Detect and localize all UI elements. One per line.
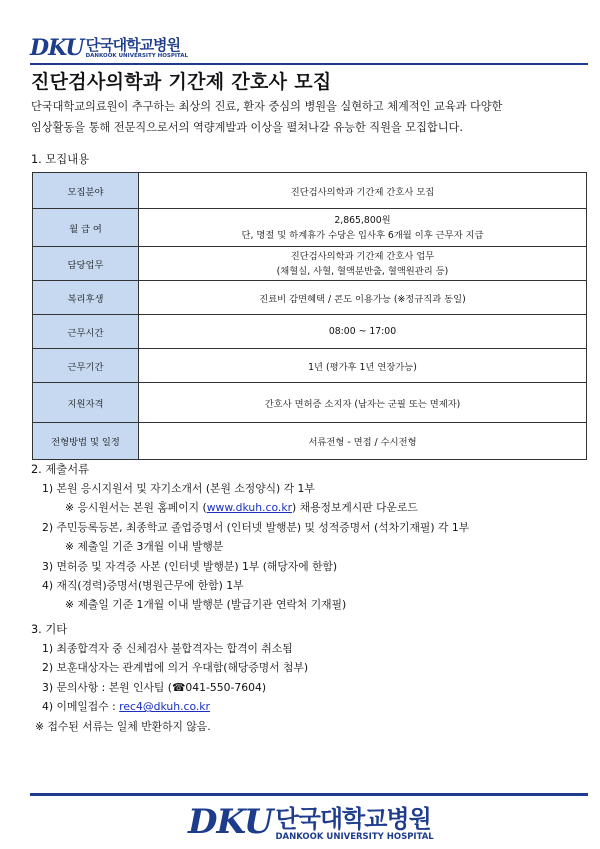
row-value-line: 간호사 면허증 소지자 (남자는 군필 또는 면제자) [264,398,461,410]
row-label: 근무시간 [33,315,139,349]
document-note: ※ 응시원서는 본원 홈페이지 (www.dkuh.co.kr) 채용정보게시판 다운로드 [65,501,418,515]
row-value [139,247,587,281]
hospital-logo-bottom [188,802,434,842]
hospital-name-en: DANKOOK UNIVERSITY HOSPITAL [275,832,434,842]
document-note: ※ 제출일 기준 1개월 이내 발행분 (발급기관 연락처 기재필) [65,598,347,612]
section-heading-other: 3. 기타 [31,623,68,636]
page-title: 진단검사의학과 기간제 간호사 모집 [31,71,332,93]
section-heading-recruitment: 1. 모집내용 [31,153,90,166]
intro-paragraph [31,96,591,138]
row-value [139,209,587,247]
row-value-line: 진단검사의학과 기간제 간호사 모집 [290,186,435,198]
hospital-name-en: DANKOOK UNIVERSITY HOSPITAL [85,53,189,59]
table-row [33,383,587,423]
email-link[interactable]: rec4@dkuh.co.kr [119,700,210,714]
row-value [139,281,587,315]
hospital-logo-top [30,37,188,60]
documents-list [31,479,469,615]
table-row [33,349,587,383]
other-item: 1) 최종합격자 중 신체검사 불합격자는 합격이 취소됨 [42,642,293,655]
table-row [33,247,587,281]
row-label: 복리후생 [33,281,139,315]
row-label: 월 급 여 [33,209,139,247]
row-value [139,349,587,383]
row-value [139,423,587,460]
other-item: 4) 이메일접수 : rec4@dkuh.co.kr [42,700,210,714]
row-label: 근무기간 [33,349,139,383]
top-divider [30,63,588,65]
homepage-link[interactable]: www.dkuh.co.kr [206,501,293,515]
other-item: 3) 문의사항 : 본원 인사팀 (☎041-550-7604) [42,680,267,694]
row-value-line: 2,865,800원 [334,214,391,226]
dku-logo-mark: DKU [188,802,273,842]
intro-line: 임상활동을 통해 전문직으로서의 역량계발과 이상을 펼쳐나갈 유능한 직원을 모집합니다. [31,121,463,134]
document-item: 1) 본원 응시지원서 및 자기소개서 (본원 소정양식) 각 1부 [42,482,315,495]
row-value-line: 진료비 감면혜택 / 콘도 이용가능 (※정규직과 동일) [259,293,466,305]
row-value [139,173,587,209]
row-label: 지원자격 [33,383,139,423]
table-row [33,423,587,460]
row-label: 모집분야 [33,173,139,209]
intro-line: 단국대학교의료원이 추구하는 최상의 진료, 환자 중심의 병원을 실현하고 체계적인 교육과 다양한 [31,100,503,113]
row-value-line: 1년 (평가후 1년 연장가능) [308,361,417,373]
row-value-line: (채혈실, 사혈, 혈액분반출, 혈액원관리 등) [276,265,449,277]
table-row [33,209,587,247]
row-value-line: 진단검사의학과 기간제 간호사 업무 [290,250,435,262]
bottom-divider [30,793,588,796]
hospital-name-ko: 단국대학교병원 [275,805,431,833]
row-value-line: 08:00 ~ 17:00 [328,326,397,337]
hospital-name-ko: 단국대학교병원 [85,36,181,54]
table-row [33,173,587,209]
row-value-line: 서류전형 - 면접 / 수시전형 [308,437,417,448]
table-row [33,281,587,315]
row-label: 전형방법 및 일정 [33,423,139,460]
document-note: ※ 제출일 기준 3개월 이내 발행분 [65,540,224,554]
document-item: 3) 면허증 및 자격증 사본 (인터넷 발행분) 1부 (해당자에 한함) [42,559,338,573]
table-row [33,315,587,349]
recruitment-table [32,172,587,460]
row-value [139,315,587,349]
dku-logo-mark: DKU [30,35,84,61]
row-value-line: 단, 명절 및 하계휴가 수당은 입사후 6개월 이후 근무자 지급 [241,229,484,241]
other-item: 2) 보훈대상자는 관계법에 의거 우대함(해당증명서 첨부) [42,661,309,675]
document-item: 4) 재직(경력)증명서(병원근무에 한함) 1부 [42,579,244,593]
row-label: 담당업무 [33,247,139,281]
row-value [139,383,587,423]
document-item: 2) 주민등록등본, 최종학교 졸업증명서 (인터넷 발행분) 및 성적증명서 (석차기재필) 각 1부 [42,520,470,534]
other-note: ※ 접수된 서류는 일체 반환하지 않음. [35,719,211,733]
section-heading-documents: 2. 제출서류 [31,463,90,476]
other-list [31,639,308,736]
